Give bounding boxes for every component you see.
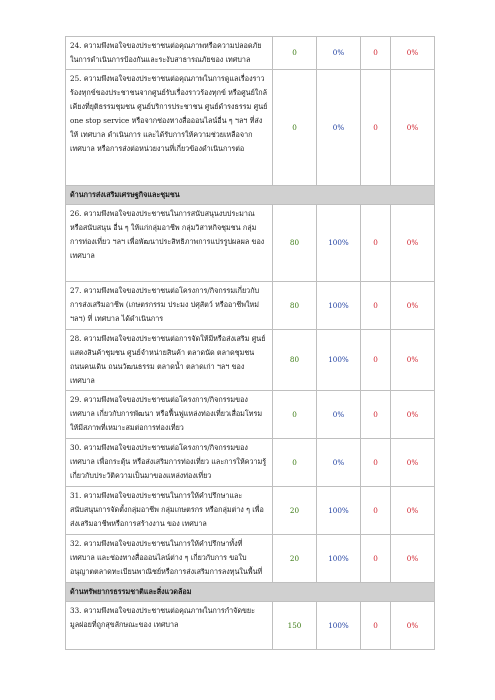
response-count: 150 — [273, 602, 317, 650]
other-count: 0 — [361, 535, 391, 583]
response-count: 0 — [273, 70, 317, 186]
response-count: 20 — [273, 487, 317, 535]
response-count: 0 — [273, 391, 317, 439]
other-count: 0 — [361, 487, 391, 535]
table-row — [66, 439, 435, 487]
section-header: ด้านทรัพยากรธรรมชาติและสิ่งแวดล้อม — [66, 583, 435, 602]
other-percent: 0% — [391, 487, 435, 535]
other-percent: 0% — [391, 391, 435, 439]
question-text: 32. ความพึงพอใจของประชาชนในการให้คำปรึกษาทั้งที่ เทศบาล และช่องทางสื่อออนไลน์ต่าง ๆ เกี่ยวกับการ ขอใบอนุญาตตลาดทะเบียนพาณิชย์หรือการส่งเสริมการลงทุนในพื้นที่ — [66, 535, 273, 583]
question-text: 27. ความพึงพอใจของประชาชนต่อโครงการ/กิจกรรมเกี่ยวกับการส่งเสริมอาชีพ (เกษตรกรรม ประมง ปศุสัตว์ หรืออาชีพใหม่ ฯลฯ) ที่ เทศบาล ได้ดำเนินการ — [66, 282, 273, 330]
section-header-row — [66, 186, 435, 205]
other-percent: 0% — [391, 37, 435, 70]
question-text: 26. ความพึงพอใจของประชาชนในการสนับสนุนงบประมาณ หรือสนับสนุน อื่น ๆ ให้แก่กลุ่มอาชีพ กลุ่มวิสาหกิจชุมชน กลุ่มการท่องเที่ยว ฯลฯ เพื่อพัฒนาประสิทธิภาพการแปรรูปผลผล ของ เทศบาล — [66, 205, 273, 282]
section-header: ด้านการส่งเสริมเศรษฐกิจและชุมชน — [66, 186, 435, 205]
other-count: 0 — [361, 439, 391, 487]
table-row — [66, 602, 435, 650]
question-text: 31. ความพึงพอใจของประชาชนในการให้คำปรึกษาและสนับสนุนการจัดตั้งกลุ่มอาชีพ กลุ่มเกษตรกร หรือกลุ่มต่าง ๆ เพื่อส่งเสริมอาชีพหรือการสร้างงาน ของ เทศบาล — [66, 487, 273, 535]
other-count: 0 — [361, 330, 391, 391]
response-percent: 0% — [317, 70, 361, 186]
question-text: 30. ความพึงพอใจของประชาชนต่อโครงการ/กิจกรรมของ เทศบาล เพื่อกระตุ้น หรือส่งเสริมการท่องเที่ยว และการให้ความรู้เกี่ยวกับประวัติความเป็นมาของแหล่งท่องเที่ยว — [66, 439, 273, 487]
question-text: 33. ความพึงพอใจของประชาชนต่อคุณภาพในการกำจัดขยะมูลฝอยที่ถูกสุขลักษณะของ เทศบาล — [66, 602, 273, 650]
other-count: 0 — [361, 282, 391, 330]
other-count: 0 — [361, 602, 391, 650]
question-text: 28. ความพึงพอใจของประชาชนต่อการจัดให้มีหรือส่งเสริม ศูนย์แสดงสินค้าชุมชน ศูนย์จำหน่ายสินค้า ตลาดนัด ตลาดชุมชน ถนนคนเดิน ถนนวัฒนธรรม ตลาดน้ำ ตลาดเก่า ฯลฯ ของ เทศบาล — [66, 330, 273, 391]
response-count: 80 — [273, 282, 317, 330]
other-percent: 0% — [391, 330, 435, 391]
survey-table-page — [65, 36, 434, 650]
other-percent: 0% — [391, 205, 435, 282]
table-row — [66, 70, 435, 186]
other-count: 0 — [361, 205, 391, 282]
table-row — [66, 37, 435, 70]
response-count: 0 — [273, 37, 317, 70]
section-header-row — [66, 583, 435, 602]
other-count: 0 — [361, 37, 391, 70]
other-percent: 0% — [391, 535, 435, 583]
other-percent: 0% — [391, 282, 435, 330]
question-text: 29. ความพึงพอใจของประชาชนต่อโครงการ/กิจกรรมของ เทศบาล เกี่ยวกับการพัฒนา หรือฟื้นฟูแหล่งท่องเที่ยวเสื่อมโทรม ให้มีสภาพที่เหมาะสมต่อการท่องเที่ยว — [66, 391, 273, 439]
response-percent: 100% — [317, 535, 361, 583]
response-percent: 0% — [317, 439, 361, 487]
other-percent: 0% — [391, 70, 435, 186]
satisfaction-table — [65, 36, 435, 650]
table-row — [66, 535, 435, 583]
response-percent: 100% — [317, 330, 361, 391]
other-percent: 0% — [391, 602, 435, 650]
table-row — [66, 282, 435, 330]
other-percent: 0% — [391, 439, 435, 487]
table-row — [66, 330, 435, 391]
table-row — [66, 391, 435, 439]
response-percent: 100% — [317, 487, 361, 535]
response-count: 0 — [273, 439, 317, 487]
response-percent: 100% — [317, 205, 361, 282]
question-text: 25. ความพึงพอใจของประชาชนต่อคุณภาพในการดูแลเรื่องราวร้องทุกข์ของประชาชนจากศูนย์รับเรื่องราวร้องทุกข์ หรือศูนย์ใกล้เคียงที่ยุติธรรมชุมชน ศูนย์บริการประชาชน ศูนย์ดำรงธรรม ศูนย์ one stop service หรือจากช่องทางสื่อออนไลน์อื่น ๆ ฯลฯ ที่ส่งให้ เทศบาล ดำเนินการ และได้รับการให้ความช่วยเหลือจาก เทศบาล หรือการส่งต่อหน่วยงานที่เกี่ยวข้องดำเนินการต่อ — [66, 70, 273, 186]
table-row — [66, 487, 435, 535]
response-percent: 100% — [317, 282, 361, 330]
response-count: 80 — [273, 330, 317, 391]
table-row — [66, 205, 435, 282]
response-percent: 100% — [317, 602, 361, 650]
response-count: 80 — [273, 205, 317, 282]
response-count: 20 — [273, 535, 317, 583]
response-percent: 0% — [317, 391, 361, 439]
other-count: 0 — [361, 391, 391, 439]
satisfaction-table-body — [66, 37, 435, 650]
question-text: 24. ความพึงพอใจของประชาชนต่อคุณภาพหรือความปลอดภัยในการดำเนินการป้องกันและระงับสาธารณภัยของ เทศบาล — [66, 37, 273, 70]
response-percent: 0% — [317, 37, 361, 70]
other-count: 0 — [361, 70, 391, 186]
